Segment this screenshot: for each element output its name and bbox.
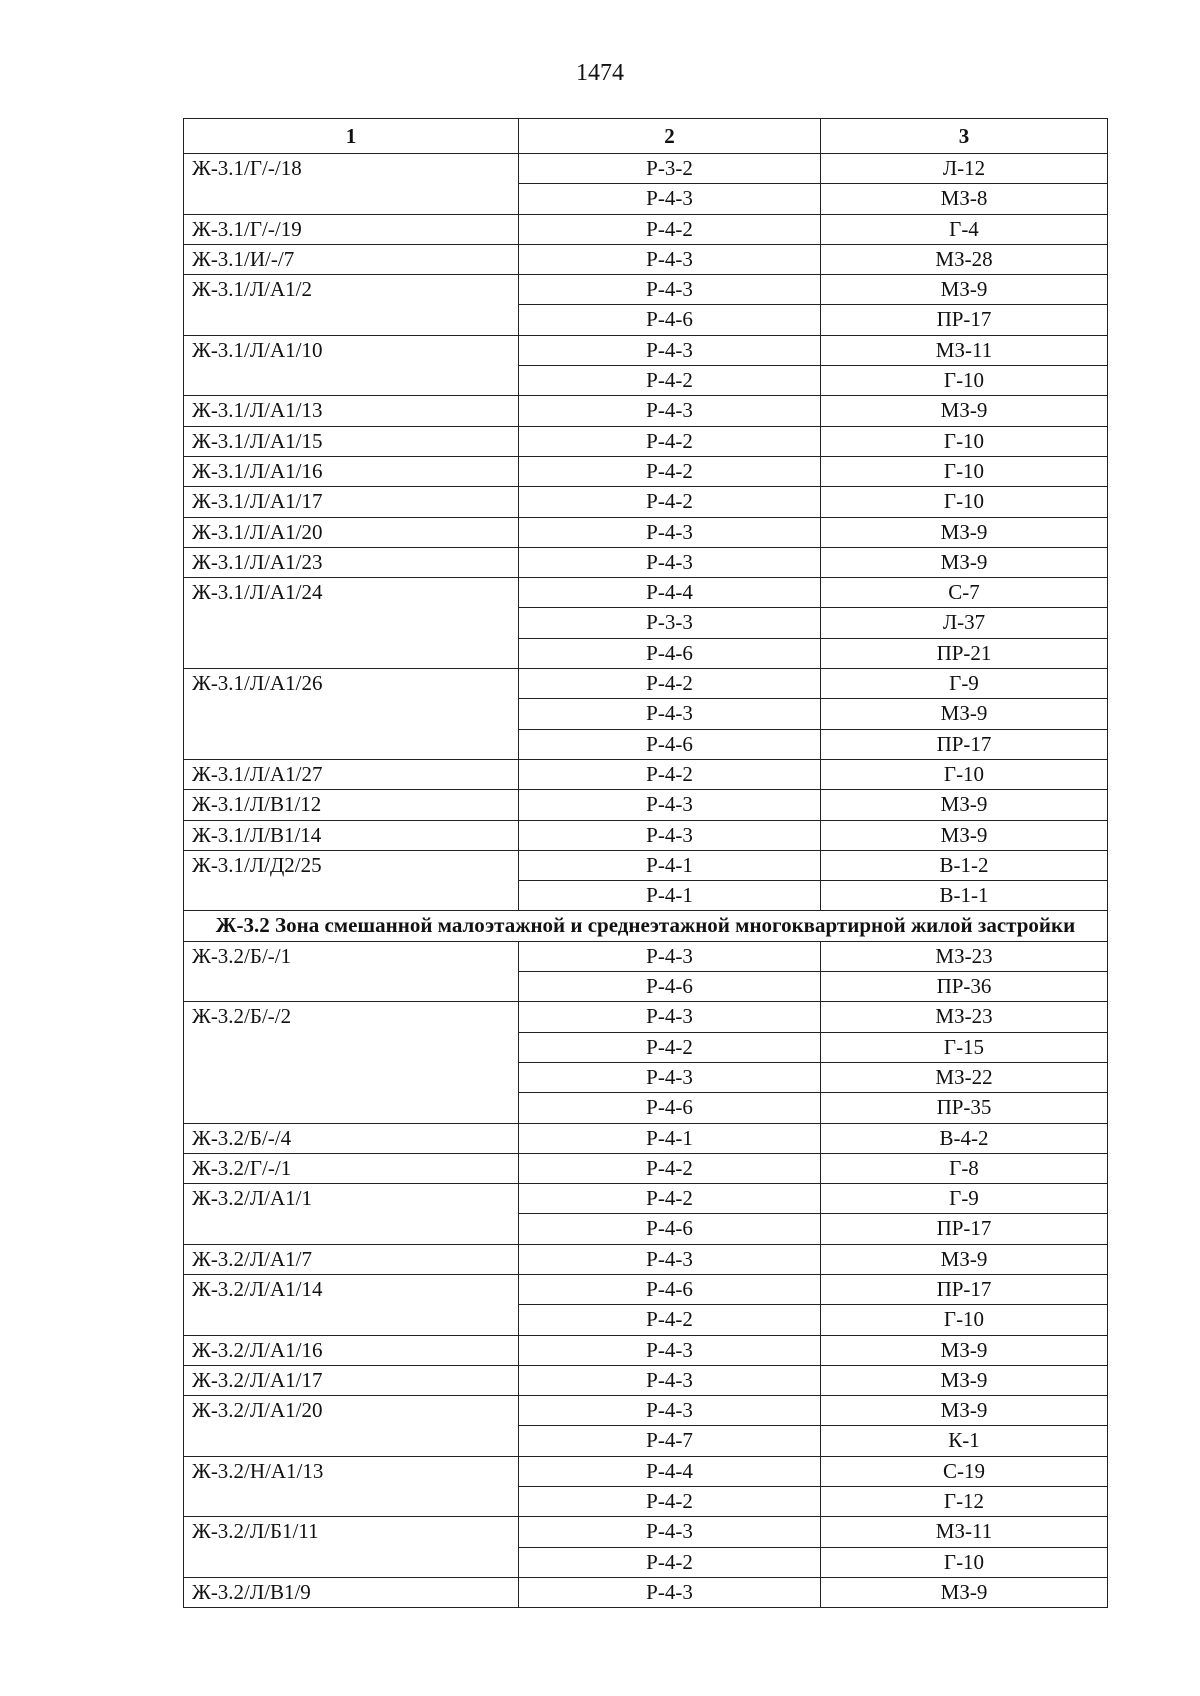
column-3-cell: МЗ-11 <box>821 335 1108 365</box>
table-row <box>184 759 1108 789</box>
column-3-cell: МЗ-9 <box>821 1396 1108 1426</box>
column-3-cell: ПР-17 <box>821 305 1108 335</box>
column-3-cell: МЗ-8 <box>821 184 1108 214</box>
column-3-cell: Л-37 <box>821 608 1108 638</box>
column-2-cell: Р-4-6 <box>519 305 821 335</box>
column-3-cell: МЗ-9 <box>821 547 1108 577</box>
table-row <box>184 335 1108 365</box>
table-row <box>184 244 1108 274</box>
table-row <box>184 426 1108 456</box>
column-3-cell: С-7 <box>821 578 1108 608</box>
table-row <box>184 1365 1108 1395</box>
column-2-cell: Р-4-1 <box>519 881 821 911</box>
column-3-cell: Г-10 <box>821 456 1108 486</box>
column-3-cell: ПР-21 <box>821 638 1108 668</box>
column-3-cell: МЗ-9 <box>821 1365 1108 1395</box>
zone-code-cell: Ж-3.1/Л/А1/10 <box>184 335 519 396</box>
column-header-3: 3 <box>821 119 1108 154</box>
column-2-cell: Р-4-2 <box>519 366 821 396</box>
zone-code-cell: Ж-3.1/Л/А1/2 <box>184 275 519 336</box>
column-3-cell: ПР-17 <box>821 729 1108 759</box>
column-3-cell: Г-9 <box>821 669 1108 699</box>
table-row <box>184 547 1108 577</box>
column-3-cell: Г-10 <box>821 1547 1108 1577</box>
column-2-cell: Р-4-3 <box>519 335 821 365</box>
zone-code-cell: Ж-3.2/Н/А1/13 <box>184 1456 519 1517</box>
column-3-cell: К-1 <box>821 1426 1108 1456</box>
zone-code-cell: Ж-3.1/Л/А1/26 <box>184 669 519 760</box>
column-3-cell: МЗ-9 <box>821 275 1108 305</box>
column-3-cell: ПР-36 <box>821 972 1108 1002</box>
table-row <box>184 517 1108 547</box>
column-2-cell: Р-4-2 <box>519 456 821 486</box>
zone-code-cell: Ж-3.1/Л/А1/15 <box>184 426 519 456</box>
zone-code-cell: Ж-3.1/Л/А1/27 <box>184 759 519 789</box>
column-2-cell: Р-4-6 <box>519 1093 821 1123</box>
section-title: Ж-3.2 Зона смешанной малоэтажной и среднеэтажной многоквартирной жилой застройки <box>184 911 1108 941</box>
column-3-cell: Г-10 <box>821 759 1108 789</box>
column-2-cell: Р-4-3 <box>519 790 821 820</box>
column-2-cell: Р-4-3 <box>519 941 821 971</box>
column-3-cell: Г-4 <box>821 214 1108 244</box>
column-3-cell: ПР-35 <box>821 1093 1108 1123</box>
table-row <box>184 1335 1108 1365</box>
column-header-2: 2 <box>519 119 821 154</box>
column-3-cell: МЗ-22 <box>821 1062 1108 1092</box>
column-3-cell: МЗ-11 <box>821 1517 1108 1547</box>
column-3-cell: ПР-17 <box>821 1214 1108 1244</box>
section-row <box>184 911 1108 941</box>
table-row <box>184 1244 1108 1274</box>
data-table <box>183 118 1108 1608</box>
column-2-cell: Р-4-3 <box>519 1517 821 1547</box>
zone-code-cell: Ж-3.2/Л/Б1/11 <box>184 1517 519 1578</box>
column-3-cell: ПР-17 <box>821 1274 1108 1304</box>
column-3-cell: Г-10 <box>821 426 1108 456</box>
column-2-cell: Р-4-3 <box>519 1396 821 1426</box>
column-2-cell: Р-4-2 <box>519 1487 821 1517</box>
column-2-cell: Р-4-4 <box>519 1456 821 1486</box>
zone-code-cell: Ж-3.1/Л/Д2/25 <box>184 850 519 911</box>
table-row <box>184 487 1108 517</box>
column-2-cell: Р-4-3 <box>519 1062 821 1092</box>
zone-code-cell: Ж-3.2/Л/А1/16 <box>184 1335 519 1365</box>
zone-code-cell: Ж-3.2/Б/-/4 <box>184 1123 519 1153</box>
column-2-cell: Р-4-3 <box>519 1002 821 1032</box>
zone-code-cell: Ж-3.1/Л/В1/12 <box>184 790 519 820</box>
column-2-cell: Р-4-6 <box>519 1214 821 1244</box>
page-number: 1474 <box>576 60 624 86</box>
column-2-cell: Р-4-6 <box>519 1274 821 1304</box>
table-row <box>184 1184 1108 1214</box>
table-row <box>184 1002 1108 1032</box>
zone-code-cell: Ж-3.2/Б/-/2 <box>184 1002 519 1123</box>
column-2-cell: Р-4-4 <box>519 578 821 608</box>
zone-code-cell: Ж-3.1/Л/А1/16 <box>184 456 519 486</box>
zone-code-cell: Ж-3.2/Г/-/1 <box>184 1153 519 1183</box>
table-body <box>184 154 1108 1608</box>
column-3-cell: Л-12 <box>821 154 1108 184</box>
column-3-cell: Г-9 <box>821 1184 1108 1214</box>
column-2-cell: Р-4-1 <box>519 1123 821 1153</box>
table-row <box>184 456 1108 486</box>
table-row <box>184 396 1108 426</box>
column-2-cell: Р-3-2 <box>519 154 821 184</box>
table-row <box>184 790 1108 820</box>
column-3-cell: Г-15 <box>821 1032 1108 1062</box>
column-2-cell: Р-4-2 <box>519 426 821 456</box>
column-3-cell: Г-12 <box>821 1487 1108 1517</box>
column-header-1: 1 <box>184 119 519 154</box>
column-2-cell: Р-4-2 <box>519 1032 821 1062</box>
column-2-cell: Р-4-3 <box>519 517 821 547</box>
column-2-cell: Р-4-1 <box>519 850 821 880</box>
column-3-cell: С-19 <box>821 1456 1108 1486</box>
table-row <box>184 1123 1108 1153</box>
table-row <box>184 1274 1108 1304</box>
column-2-cell: Р-4-2 <box>519 759 821 789</box>
zone-code-cell: Ж-3.2/Л/А1/14 <box>184 1274 519 1335</box>
zone-code-cell: Ж-3.1/Л/А1/24 <box>184 578 519 669</box>
zone-code-cell: Ж-3.2/Б/-/1 <box>184 941 519 1002</box>
column-2-cell: Р-4-2 <box>519 669 821 699</box>
column-2-cell: Р-4-3 <box>519 1335 821 1365</box>
column-2-cell: Р-4-3 <box>519 1244 821 1274</box>
column-2-cell: Р-4-2 <box>519 1547 821 1577</box>
column-2-cell: Р-3-3 <box>519 608 821 638</box>
column-3-cell: МЗ-9 <box>821 1244 1108 1274</box>
column-3-cell: Г-10 <box>821 487 1108 517</box>
column-3-cell: Г-8 <box>821 1153 1108 1183</box>
column-2-cell: Р-4-3 <box>519 184 821 214</box>
zone-code-cell: Ж-3.1/Л/А1/17 <box>184 487 519 517</box>
column-2-cell: Р-4-3 <box>519 1577 821 1607</box>
table-row <box>184 850 1108 880</box>
column-2-cell: Р-4-3 <box>519 396 821 426</box>
zone-code-cell: Ж-3.2/Л/А1/20 <box>184 1396 519 1457</box>
column-3-cell: МЗ-9 <box>821 790 1108 820</box>
column-2-cell: Р-4-3 <box>519 275 821 305</box>
column-3-cell: Г-10 <box>821 366 1108 396</box>
table-row <box>184 941 1108 971</box>
zone-code-cell: Ж-3.1/Л/А1/23 <box>184 547 519 577</box>
column-3-cell: В-4-2 <box>821 1123 1108 1153</box>
column-3-cell: МЗ-9 <box>821 820 1108 850</box>
column-3-cell: МЗ-23 <box>821 1002 1108 1032</box>
table-header-row <box>184 119 1108 154</box>
table-row <box>184 154 1108 184</box>
column-3-cell: МЗ-9 <box>821 1335 1108 1365</box>
table-row <box>184 275 1108 305</box>
column-3-cell: МЗ-28 <box>821 244 1108 274</box>
column-3-cell: МЗ-9 <box>821 517 1108 547</box>
column-2-cell: Р-4-7 <box>519 1426 821 1456</box>
column-2-cell: Р-4-3 <box>519 820 821 850</box>
zone-code-cell: Ж-3.2/Л/В1/9 <box>184 1577 519 1607</box>
column-2-cell: Р-4-6 <box>519 729 821 759</box>
column-3-cell: МЗ-9 <box>821 699 1108 729</box>
column-3-cell: Г-10 <box>821 1305 1108 1335</box>
table-row <box>184 578 1108 608</box>
table-row <box>184 1396 1108 1426</box>
column-2-cell: Р-4-2 <box>519 214 821 244</box>
zone-code-cell: Ж-3.1/Л/А1/20 <box>184 517 519 547</box>
table-row <box>184 669 1108 699</box>
zone-code-cell: Ж-3.1/Л/В1/14 <box>184 820 519 850</box>
column-3-cell: В-1-1 <box>821 881 1108 911</box>
column-2-cell: Р-4-2 <box>519 1184 821 1214</box>
column-2-cell: Р-4-3 <box>519 244 821 274</box>
table-row <box>184 820 1108 850</box>
column-2-cell: Р-4-6 <box>519 972 821 1002</box>
table-row <box>184 214 1108 244</box>
table-row <box>184 1517 1108 1547</box>
column-2-cell: Р-4-2 <box>519 487 821 517</box>
zone-code-cell: Ж-3.2/Л/А1/1 <box>184 1184 519 1245</box>
column-2-cell: Р-4-3 <box>519 1365 821 1395</box>
column-3-cell: МЗ-9 <box>821 396 1108 426</box>
column-3-cell: В-1-2 <box>821 850 1108 880</box>
zone-code-cell: Ж-3.2/Л/А1/17 <box>184 1365 519 1395</box>
zone-code-cell: Ж-3.1/Г/-/19 <box>184 214 519 244</box>
zone-code-cell: Ж-3.1/Л/А1/13 <box>184 396 519 426</box>
table-row <box>184 1153 1108 1183</box>
table-row <box>184 1456 1108 1486</box>
zone-code-cell: Ж-3.2/Л/А1/7 <box>184 1244 519 1274</box>
column-3-cell: МЗ-9 <box>821 1577 1108 1607</box>
column-2-cell: Р-4-2 <box>519 1305 821 1335</box>
column-2-cell: Р-4-6 <box>519 638 821 668</box>
table-row <box>184 1577 1108 1607</box>
zone-code-cell: Ж-3.1/И/-/7 <box>184 244 519 274</box>
column-3-cell: МЗ-23 <box>821 941 1108 971</box>
column-2-cell: Р-4-3 <box>519 699 821 729</box>
column-2-cell: Р-4-2 <box>519 1153 821 1183</box>
zone-code-cell: Ж-3.1/Г/-/18 <box>184 154 519 215</box>
column-2-cell: Р-4-3 <box>519 547 821 577</box>
